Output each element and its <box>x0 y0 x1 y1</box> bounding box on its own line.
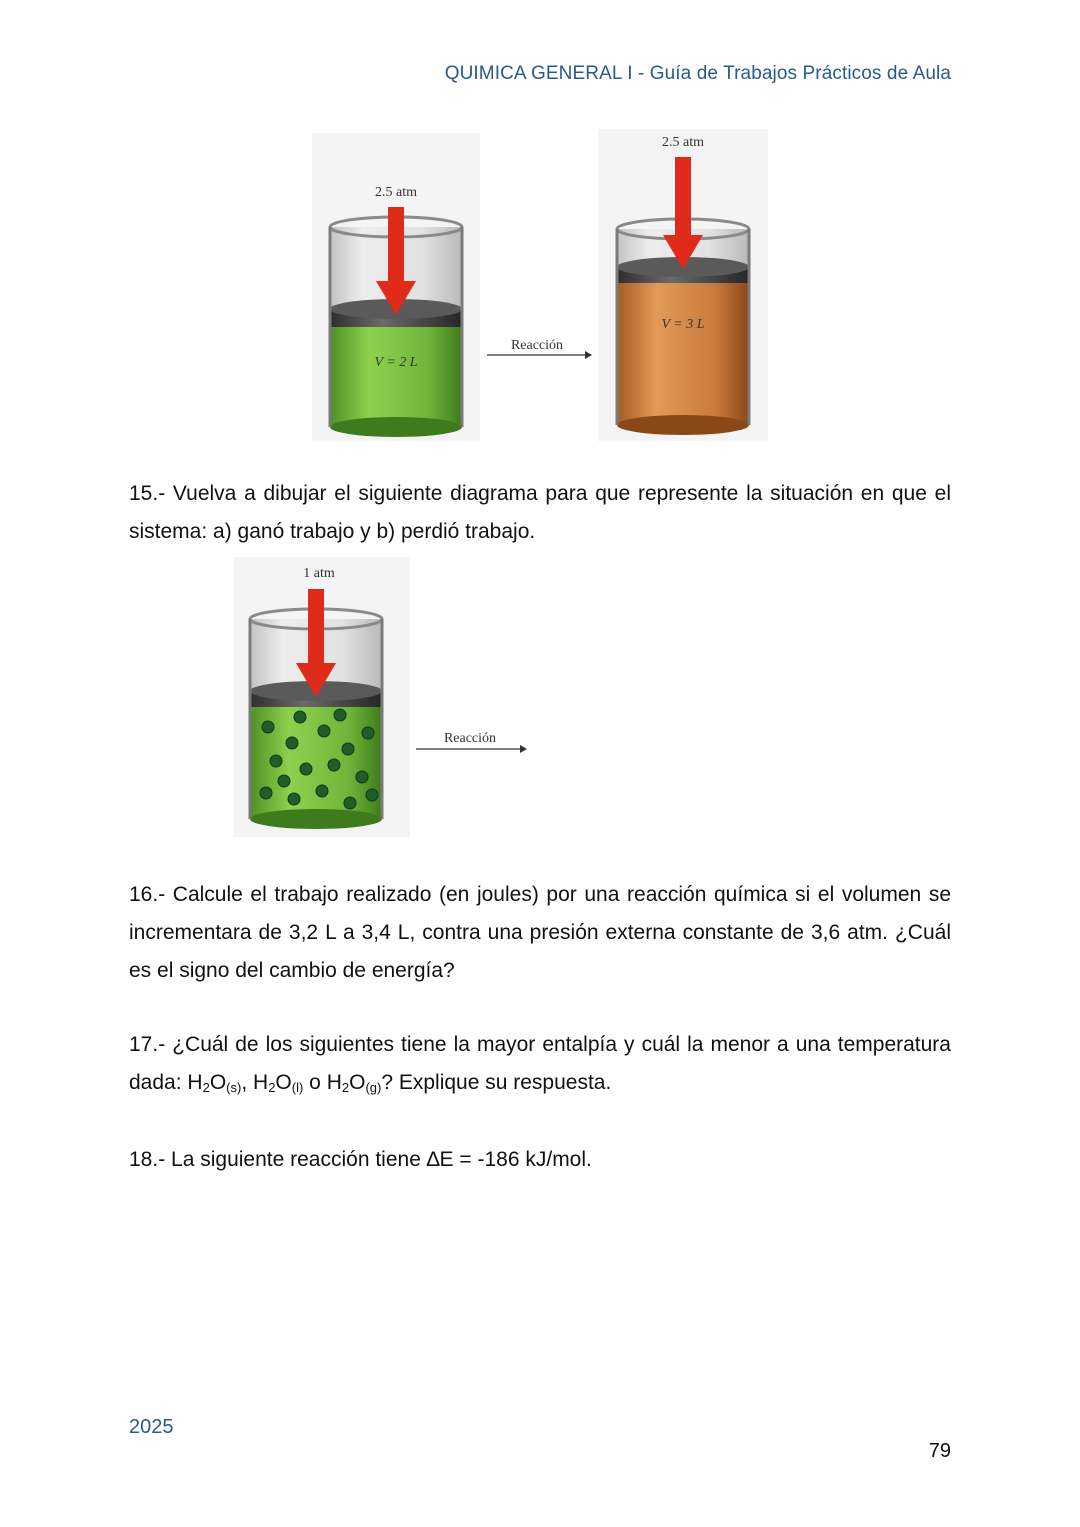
question-17-tail: ? Explique su respuesta. <box>381 1071 612 1094</box>
question-18-number: 18.- <box>129 1148 166 1171</box>
footer-year: 2025 <box>129 1416 174 1438</box>
pressure-label-particles: 1 atm <box>303 566 335 581</box>
question-18-text: La siguiente reacción tiene ∆E = -186 kJ/mol. <box>171 1148 592 1171</box>
formula-h2o-liquid: $H_2O_{(l)}$ <box>253 1071 304 1095</box>
question-15-number: 15.- <box>129 482 166 505</box>
question-17: 17.- ¿Cuál de los siguientes tiene la mayor entalpía y cuál la menor a una temperatura dada: $H_2O_{(s)}$, $H_2O_{(l)}$ o $H_2O_{(g)}$? Explique su respuesta. <box>129 1033 951 1095</box>
question-17-text: ¿Cuál de los siguientes tiene la mayor entalpía y cuál la menor a una temperatura dada: <box>129 1033 951 1094</box>
volume-label-left: V = 2 L <box>374 355 418 370</box>
question-16-number: 16.- <box>129 883 166 906</box>
question-17-number: 17.- <box>129 1033 166 1056</box>
reaction-arrow-2 <box>416 731 527 753</box>
question-16-text: Calcule el trabajo realizado (en joules) por una reacción química si el volumen se incrementara de 3,2 L a 3,4 L, contra una presión externa constante de 3,6 atm. ¿Cuál es el signo del cambio de energía? <box>129 883 951 982</box>
pressure-label-right: 2.5 atm <box>662 135 704 150</box>
volume-label-right: V = 3 L <box>661 317 705 332</box>
figure-cylinders-reaction <box>300 125 780 445</box>
figure-cylinder-particles <box>230 555 540 840</box>
reaction-arrow-1 <box>487 338 592 359</box>
reaction-label-1: Reacción <box>510 338 564 353</box>
question-15 <box>129 475 951 551</box>
formula-h2o-solid: $H_2O_{(s)}$ <box>187 1071 242 1095</box>
reaction-label-2: Reacción <box>443 731 497 746</box>
question-15-text: Vuelva a dibujar el siguiente diagrama para que represente la situación en que el sistema: a) ganó trabajo y b) perdió trabajo. <box>129 482 951 543</box>
question-16 <box>129 876 951 990</box>
figure-particles-svg <box>230 555 540 840</box>
figure-cylinders-svg <box>300 125 780 445</box>
page-header-title: QUIMICA GENERAL I - Guía de Trabajos Prácticos de Aula <box>444 63 951 84</box>
page-number: 79 <box>928 1440 951 1462</box>
question-18 <box>129 1141 951 1179</box>
pressure-label-left: 2.5 atm <box>375 185 417 200</box>
formula-h2o-gas: $H_2O_{(g)}$ <box>326 1071 382 1095</box>
